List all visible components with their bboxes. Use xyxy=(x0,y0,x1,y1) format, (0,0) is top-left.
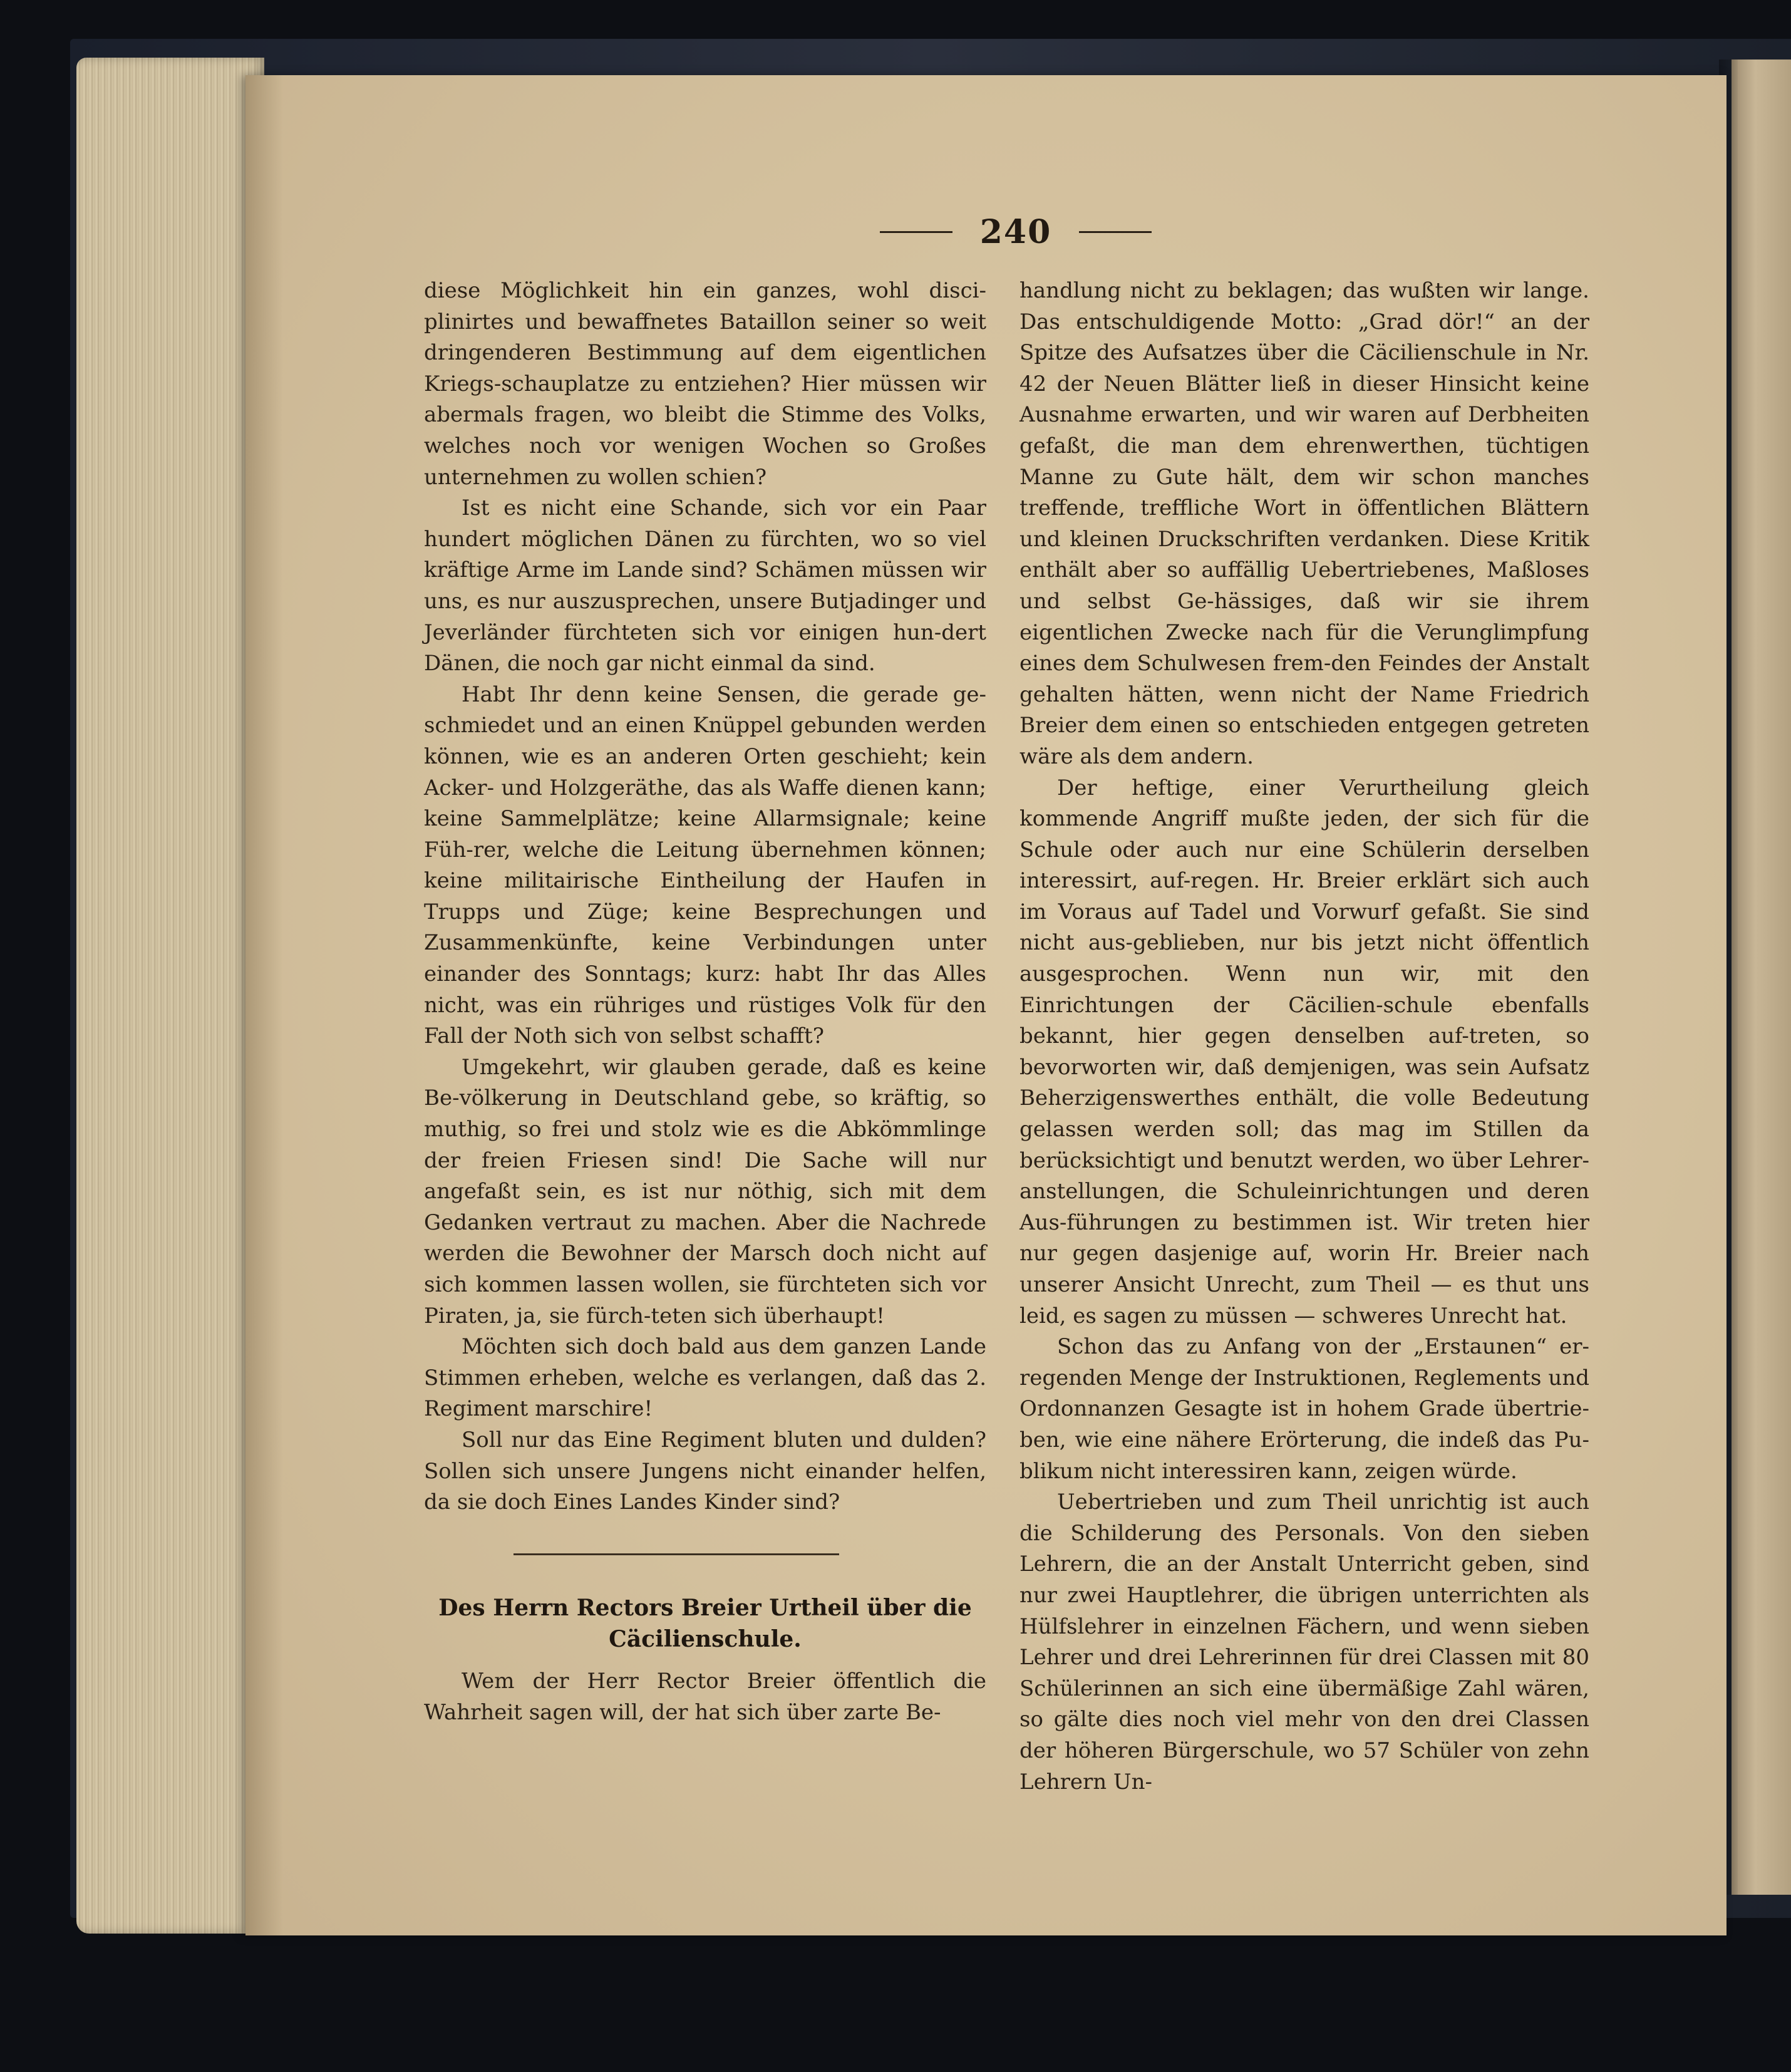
article-separator xyxy=(514,1553,839,1555)
right-column xyxy=(1019,276,1589,1798)
facing-page-edge xyxy=(1732,60,1791,1895)
header-rule-left xyxy=(880,231,952,233)
page-stack-edges xyxy=(76,58,264,1934)
page-number: 240 xyxy=(979,212,1052,251)
paragraph: Habt Ihr denn keine Sensen, die gerade ge-schmiedet und an einen Knüppel gebunden werden können, wie es an anderen Orten geschieht; kein Acker- und Holzgeräthe, das als Waffe dienen kann; keine Sammelplätze; keine Allarmsignale; keine Füh-rer, welche die Leitung übernehmen können; keine militairische Eintheilung der Haufen in Trupps und Züge; keine Besprechungen und Zusammenkünfte, keine Verbindungen unter einander des Sonntags; kurz: habt Ihr das Alles nicht, was ein rühriges und rüstiges Volk für den Fall der Noth sich von selbst schafft? xyxy=(424,681,986,1049)
header-rule-right xyxy=(1079,231,1152,233)
paragraph: Ist es nicht eine Schande, sich vor ein Paar hundert möglichen Dänen zu fürchten, wo so viel kräftige Arme im Lande sind? Schämen müssen wir uns, es nur auszusprechen, unsere Butjadinger und Jeverländer fürchteten sich vor einigen hun-dert Dänen, die noch gar nicht einmal da sind. xyxy=(424,495,986,676)
paragraph: Der heftige, einer Verurtheilung gleich kommende Angriff mußte jeden, der sich für die Schule oder auch nur eine Schülerin derselben interessirt, auf-regen. Hr. Breier erklärt sich auch im Voraus auf Tadel und Vorwurf gefaßt. Sie sind nicht aus-geblieben, nur bis jetzt nicht öffentlich ausgesprochen. Wenn nun wir, mit den Einrichtungen der Cäcilien-schule ebenfalls bekannt, hier gegen denselben auf-treten, so bevorworten wir, daß demjenigen, was sein Aufsatz Beherzigenswerthes enthält, die volle Bedeutung gelassen werden soll; das mag im Stillen da berücksichtigt und benutzt werden, wo über Lehrer-anstellungen, die Schuleinrichtungen und deren Aus-führungen zu bestimmen ist. Wir treten hier nur gegen dasjenige auf, worin Hr. Breier nach unserer Ansicht Unrecht, zum Theil — es thut uns leid, es sagen zu müssen — schweres Unrecht hat. xyxy=(1019,775,1589,1329)
paragraph: Umgekehrt, wir glauben gerade, daß es keine Be-völkerung in Deutschland gebe, so kräftig, so muthig, so frei und stolz wie es die Abkömmlinge der freien Friesen sind! Die Sache will nur angefaßt sein, es ist nur nöthig, sich mit dem Gedanken vertraut zu machen. Aber die Nachrede werden die Bewohner der Marsch doch nicht auf sich kommen lassen wollen, sie fürchteten sich vor Piraten, ja, sie fürch-teten sich überhaupt! xyxy=(424,1054,986,1329)
paragraph: Wem der Herr Rector Breier öffentlich die Wahrheit sagen will, der hat sich über zarte Be- xyxy=(424,1669,986,1725)
article-heading: Des Herrn Rectors Breier Urtheil über die Cäcilienschule. xyxy=(438,1595,972,1652)
left-column-continued xyxy=(424,1666,986,1728)
paragraph: Uebertrieben und zum Theil unrichtig ist auch die Schilderung des Personals. Von den sieben Lehrern, die an der Anstalt Unterricht geben, sind nur zwei Hauptlehrer, die übrigen unterrichten als Hülfslehrer in einzelnen Fächern, und wenn sieben Lehrer und drei Lehrerinnen für drei Classen mit 80 Schülerinnen an sich eine übermäßige Zahl wären, so gälte dies noch viel mehr von den drei Classen der höheren Bürgerschule, wo 57 Schüler von zehn Lehrern Un- xyxy=(1019,1489,1589,1795)
page-header xyxy=(853,207,1179,257)
paragraph: Soll nur das Eine Regiment bluten und dulden? Sollen sich unsere Jungens nicht einander helfen, da sie doch Eines Landes Kinder sind? xyxy=(424,1427,986,1515)
paragraph: Möchten sich doch bald aus dem ganzen Lande Stimmen erheben, welche es verlangen, daß das 2. Regiment marschire! xyxy=(424,1334,986,1422)
paragraph: handlung nicht zu beklagen; das wußten wir lange. Das entschuldigende Motto: „Grad dör!“ an der Spitze des Aufsatzes über die Cäcilienschule in Nr. 42 der Neuen Blätter ließ in dieser Hinsicht keine Ausnahme erwarten, und wir waren auf Derbheiten gefaßt, die man dem ehrenwerthen, tüchtigen Manne zu Gute hält, dem wir schon manches treffende, treffliche Wort in öffentlichen Blättern und kleinen Druckschriften verdanken. Diese Kritik enthält aber so auffällig Uebertriebenes, Maßloses und selbst Ge-hässiges, daß wir sie ihrem eigentlichen Zwecke nach für die Verunglimpfung eines dem Schulwesen frem-den Feindes der Anstalt gehalten hätten, wenn nicht der Name Friedrich Breier dem einen so entschieden entgegen getreten wäre als dem andern. xyxy=(1019,278,1589,769)
paragraph: diese Möglichkeit hin ein ganzes, wohl disci-plinirtes und bewaffnetes Bataillon seiner so weit dringenderen Bestimmung auf dem eigentlichen Kriegs-schauplatze zu entziehen? Hier müssen wir abermals fragen, wo bleibt die Stimme des Volks, welches noch vor wenigen Wochen so Großes unternehmen zu wollen schien? xyxy=(424,278,986,490)
left-column xyxy=(424,276,986,1518)
paragraph: Schon das zu Anfang von der „Erstaunen“ er-regenden Menge der Instruktionen, Reglements und Ordonnanzen Gesagte ist in hohem Grade übertrie-ben, wie eine nähere Erörterung, die indeß das Pu-blikum nicht interessiren kann, zeigen würde. xyxy=(1019,1334,1589,1484)
